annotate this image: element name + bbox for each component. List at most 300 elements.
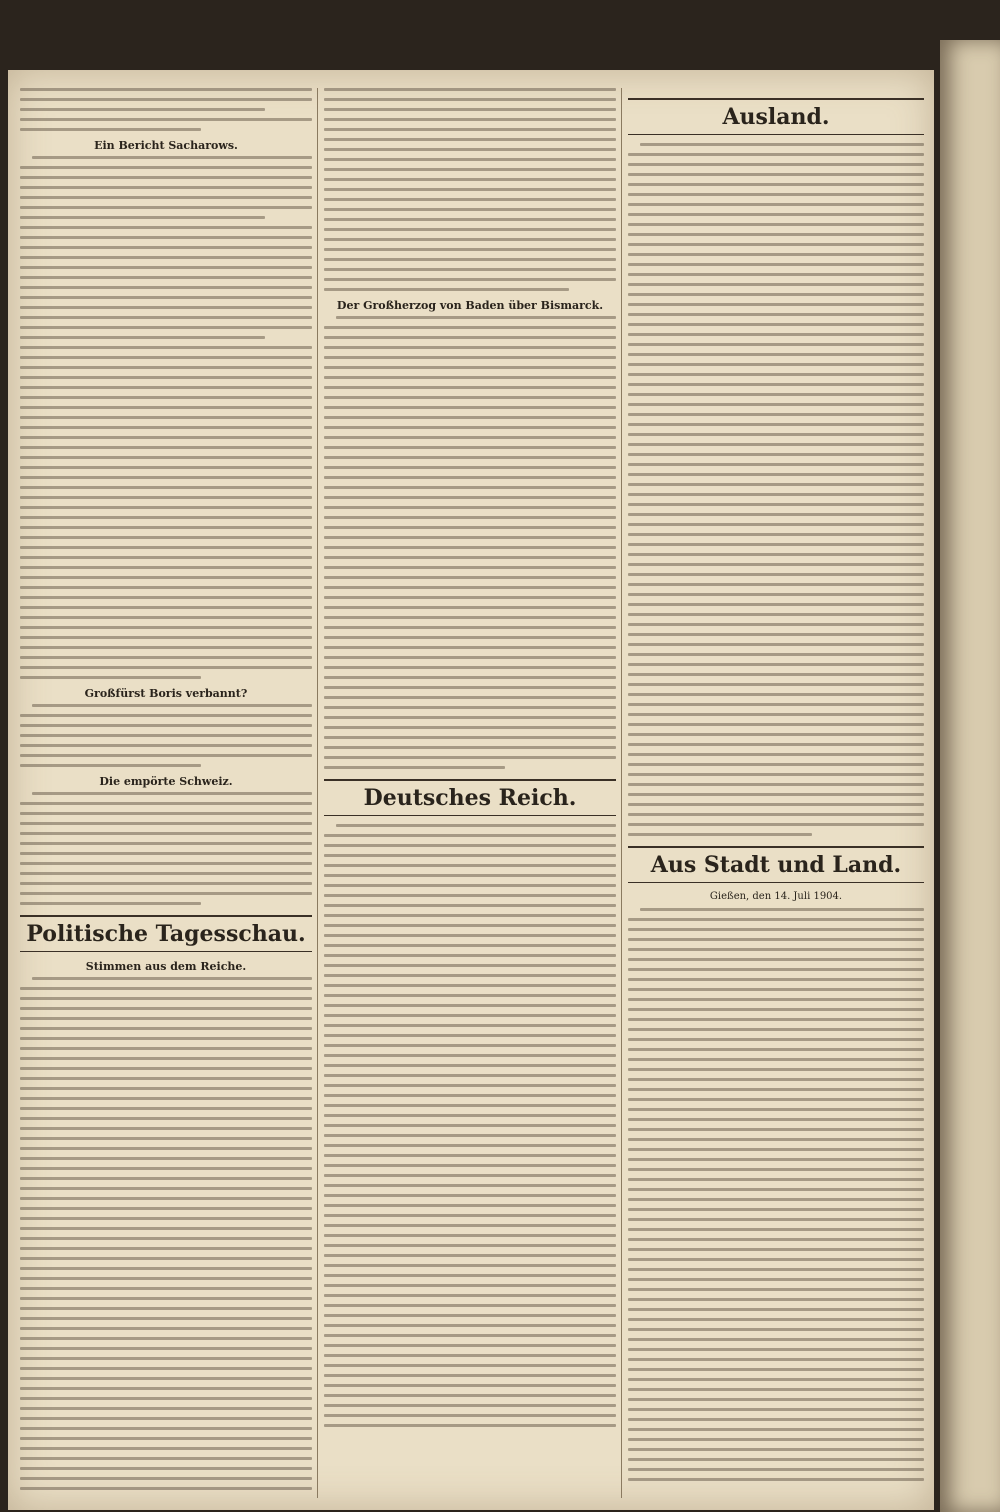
text-line — [20, 724, 312, 727]
text-block — [324, 88, 616, 291]
text-line — [20, 576, 312, 579]
text-line — [628, 978, 924, 981]
text-line — [324, 536, 616, 539]
text-line — [324, 486, 616, 489]
text-line — [628, 423, 924, 426]
text-block — [20, 977, 312, 1490]
text-line — [628, 493, 924, 496]
text-line — [628, 523, 924, 526]
text-line — [20, 636, 312, 639]
text-line — [336, 824, 616, 827]
text-line — [324, 656, 616, 659]
text-line — [20, 1317, 312, 1320]
text-line — [324, 1234, 616, 1237]
article-heading: Der Großherzog von Baden über Bismarck. — [336, 299, 604, 312]
text-line — [628, 1408, 924, 1411]
text-line — [324, 516, 616, 519]
text-line — [628, 1258, 924, 1261]
text-line — [628, 743, 924, 746]
text-line — [20, 882, 312, 885]
text-line — [20, 596, 312, 599]
text-line — [20, 646, 312, 649]
text-line — [324, 676, 616, 679]
text-line — [20, 1017, 312, 1020]
text-line — [324, 268, 616, 271]
text-line — [20, 1207, 312, 1210]
text-line — [20, 1427, 312, 1430]
text-block — [20, 88, 312, 131]
text-line — [324, 1184, 616, 1187]
text-line — [32, 156, 312, 159]
text-line — [324, 686, 616, 689]
text-line — [20, 166, 312, 169]
text-line — [628, 393, 924, 396]
text-line — [20, 1097, 312, 1100]
text-line — [324, 546, 616, 549]
text-line — [628, 223, 924, 226]
text-line — [324, 158, 616, 161]
text-line — [20, 396, 312, 399]
text-line — [628, 253, 924, 256]
text-line — [20, 1077, 312, 1080]
text-line — [628, 433, 924, 436]
text-line — [20, 1347, 312, 1350]
text-line — [628, 1018, 924, 1021]
text-line — [324, 386, 616, 389]
text-line — [20, 496, 312, 499]
text-line — [628, 603, 924, 606]
text-line — [20, 1117, 312, 1120]
text-line — [628, 703, 924, 706]
text-line — [324, 1324, 616, 1327]
text-line — [324, 128, 616, 131]
text-line — [20, 1057, 312, 1060]
text-line — [628, 1398, 924, 1401]
text-line — [628, 243, 924, 246]
text-line — [628, 283, 924, 286]
text-line — [324, 258, 616, 261]
text-line — [20, 1337, 312, 1340]
text-line — [324, 406, 616, 409]
text-line — [20, 616, 312, 619]
text-line — [20, 526, 312, 529]
text-line — [324, 168, 616, 171]
text-line — [324, 626, 616, 629]
text-line — [628, 593, 924, 596]
text-line — [628, 1068, 924, 1071]
text-line — [324, 1274, 616, 1277]
text-line — [32, 977, 312, 980]
text-line — [20, 586, 312, 589]
text-line — [628, 513, 924, 516]
text-line — [628, 1198, 924, 1201]
text-line — [628, 693, 924, 696]
text-line — [324, 1144, 616, 1147]
text-line — [324, 98, 616, 101]
text-line — [628, 543, 924, 546]
text-line — [20, 386, 312, 389]
text-line — [628, 203, 924, 206]
text-line — [324, 1024, 616, 1027]
text-line — [20, 1387, 312, 1390]
text-line — [324, 1264, 616, 1267]
text-line — [628, 673, 924, 676]
text-line — [324, 1074, 616, 1077]
article-heading: Ein Bericht Sacharows. — [94, 139, 238, 152]
text-line — [20, 997, 312, 1000]
text-line — [628, 1378, 924, 1381]
text-line — [628, 663, 924, 666]
text-line — [628, 1388, 924, 1391]
text-line — [324, 1404, 616, 1407]
text-line — [628, 1118, 924, 1121]
text-line — [20, 1237, 312, 1240]
text-line — [20, 436, 312, 439]
text-line — [20, 1467, 312, 1470]
text-line — [20, 754, 312, 757]
text-line — [20, 1147, 312, 1150]
text-line — [628, 173, 924, 176]
text-line — [20, 1417, 312, 1420]
text-line — [628, 1188, 924, 1191]
text-line — [32, 792, 312, 795]
text-line — [324, 566, 616, 569]
text-line — [324, 606, 616, 609]
text-line — [628, 563, 924, 566]
text-line — [324, 376, 616, 379]
text-line — [628, 1128, 924, 1131]
text-line — [20, 1027, 312, 1030]
text-line — [628, 473, 924, 476]
text-line — [20, 1067, 312, 1070]
text-line — [20, 108, 265, 111]
text-line — [324, 904, 616, 907]
text-line — [628, 333, 924, 336]
text-line — [20, 1167, 312, 1170]
text-line — [628, 463, 924, 466]
text-line — [324, 576, 616, 579]
text-line — [324, 118, 616, 121]
text-line — [628, 383, 924, 386]
text-line — [20, 1407, 312, 1410]
text-line — [324, 1244, 616, 1247]
column-right — [628, 88, 924, 1498]
text-line — [20, 286, 312, 289]
text-line — [324, 1214, 616, 1217]
text-line — [628, 193, 924, 196]
text-line — [324, 148, 616, 151]
text-line — [20, 822, 312, 825]
text-line — [20, 1457, 312, 1460]
text-line — [628, 1448, 924, 1451]
text-line — [628, 1108, 924, 1111]
text-line — [324, 446, 616, 449]
text-line — [324, 1354, 616, 1357]
text-line — [20, 1177, 312, 1180]
text-line — [324, 746, 616, 749]
text-line — [324, 1254, 616, 1257]
text-block — [20, 704, 312, 767]
text-line — [324, 1164, 616, 1167]
text-line — [20, 296, 312, 299]
text-line — [20, 802, 312, 805]
text-line — [20, 246, 312, 249]
text-line — [628, 293, 924, 296]
text-line — [324, 844, 616, 847]
text-line — [20, 306, 312, 309]
text-line — [628, 1308, 924, 1311]
text-line — [20, 1307, 312, 1310]
text-line — [20, 1327, 312, 1330]
text-line — [20, 1447, 312, 1450]
text-line — [628, 413, 924, 416]
text-line — [20, 486, 312, 489]
text-line — [628, 958, 924, 961]
text-line — [628, 343, 924, 346]
text-line — [20, 226, 312, 229]
text-line — [324, 1084, 616, 1087]
text-line — [324, 596, 616, 599]
text-line — [20, 1157, 312, 1160]
text-line — [324, 984, 616, 987]
text-line — [20, 566, 312, 569]
text-line — [20, 426, 312, 429]
text-line — [20, 98, 312, 101]
text-line — [20, 1047, 312, 1050]
text-line — [628, 183, 924, 186]
text-line — [20, 734, 312, 737]
column-rule — [621, 88, 622, 1498]
text-line — [20, 1477, 312, 1480]
text-line — [628, 643, 924, 646]
text-line — [20, 1287, 312, 1290]
text-line — [628, 1168, 924, 1171]
text-line — [628, 813, 924, 816]
text-line — [20, 536, 312, 539]
text-line — [324, 1224, 616, 1227]
text-line — [324, 586, 616, 589]
text-line — [628, 353, 924, 356]
text-line — [628, 1148, 924, 1151]
text-line — [20, 466, 312, 469]
text-line — [324, 556, 616, 559]
text-line — [324, 1124, 616, 1127]
text-line — [628, 783, 924, 786]
text-line — [20, 506, 312, 509]
text-line — [324, 336, 616, 339]
text-line — [628, 1438, 924, 1441]
text-line — [324, 1294, 616, 1297]
text-line — [20, 256, 312, 259]
text-line — [324, 108, 616, 111]
text-line — [20, 1377, 312, 1380]
text-line — [324, 1284, 616, 1287]
text-line — [628, 443, 924, 446]
text-line — [324, 326, 616, 329]
text-line — [324, 228, 616, 231]
text-line — [628, 1138, 924, 1141]
text-line — [324, 138, 616, 141]
text-line — [20, 892, 312, 895]
text-line — [20, 606, 312, 609]
text-line — [324, 1014, 616, 1017]
text-line — [20, 744, 312, 747]
text-line — [628, 1218, 924, 1221]
text-line — [324, 1414, 616, 1417]
section-heading: Ausland. — [628, 98, 924, 135]
text-block — [628, 908, 924, 1481]
text-line — [20, 546, 312, 549]
text-line — [324, 616, 616, 619]
text-line — [324, 466, 616, 469]
text-line — [324, 396, 616, 399]
text-line — [20, 516, 312, 519]
text-line — [628, 1298, 924, 1301]
text-line — [628, 373, 924, 376]
text-line — [20, 176, 312, 179]
text-line — [20, 812, 312, 815]
text-line — [628, 1418, 924, 1421]
text-line — [336, 316, 616, 319]
text-line — [20, 1367, 312, 1370]
text-line — [20, 556, 312, 559]
text-line — [628, 683, 924, 686]
text-line — [628, 1228, 924, 1231]
text-line — [628, 533, 924, 536]
text-line — [20, 1397, 312, 1400]
text-line — [324, 1104, 616, 1107]
text-line — [20, 1297, 312, 1300]
text-line — [20, 1247, 312, 1250]
text-line — [324, 476, 616, 479]
text-line — [324, 726, 616, 729]
text-line — [628, 573, 924, 576]
text-line — [20, 842, 312, 845]
text-line — [20, 346, 312, 349]
text-block — [324, 316, 616, 769]
text-line — [20, 1197, 312, 1200]
text-line — [324, 974, 616, 977]
article-heading: Die empörte Schweiz. — [99, 775, 233, 788]
text-line — [20, 862, 312, 865]
text-line — [324, 646, 616, 649]
text-line — [20, 118, 312, 121]
text-line — [628, 403, 924, 406]
text-line — [324, 1304, 616, 1307]
text-line — [324, 854, 616, 857]
text-line — [324, 496, 616, 499]
text-line — [628, 773, 924, 776]
text-line — [20, 1267, 312, 1270]
text-line — [628, 713, 924, 716]
text-line — [628, 1208, 924, 1211]
text-line — [628, 803, 924, 806]
text-line — [20, 376, 312, 379]
text-line — [20, 206, 312, 209]
text-line — [324, 1384, 616, 1387]
text-line — [628, 583, 924, 586]
text-line — [20, 356, 312, 359]
text-line — [20, 406, 312, 409]
text-line — [20, 1487, 312, 1490]
text-line — [32, 704, 312, 707]
text-line — [628, 1368, 924, 1371]
column-rule — [317, 88, 318, 1498]
text-line — [20, 666, 312, 669]
text-line — [628, 723, 924, 726]
text-line — [324, 1344, 616, 1347]
text-line — [324, 964, 616, 967]
text-line — [324, 426, 616, 429]
text-line — [628, 1318, 924, 1321]
text-line — [324, 456, 616, 459]
text-line — [628, 163, 924, 166]
text-line — [324, 436, 616, 439]
text-line — [324, 88, 616, 91]
text-line — [20, 336, 265, 339]
text-line — [20, 1087, 312, 1090]
text-line — [324, 994, 616, 997]
text-line — [324, 736, 616, 739]
text-line — [628, 938, 924, 941]
text-line — [628, 733, 924, 736]
text-line — [628, 1348, 924, 1351]
text-line — [628, 613, 924, 616]
text-line — [324, 188, 616, 191]
text-line — [324, 1034, 616, 1037]
text-line — [20, 266, 312, 269]
text-line — [324, 1114, 616, 1117]
text-line — [324, 766, 505, 769]
text-line — [20, 987, 312, 990]
text-line — [628, 653, 924, 656]
text-line — [628, 998, 924, 1001]
text-line — [640, 143, 924, 146]
text-line — [324, 238, 616, 241]
text-line — [324, 416, 616, 419]
text-line — [324, 1334, 616, 1337]
section-heading: Aus Stadt und Land. — [628, 846, 924, 883]
text-line — [324, 1064, 616, 1067]
text-line — [628, 1038, 924, 1041]
text-line — [324, 1314, 616, 1317]
text-block — [628, 143, 924, 836]
section-heading: Politische Tagesschau. — [20, 915, 312, 952]
text-line — [20, 1137, 312, 1140]
text-line — [324, 1424, 616, 1427]
text-line — [628, 1428, 924, 1431]
text-line — [628, 968, 924, 971]
text-line — [628, 363, 924, 366]
text-line — [20, 1437, 312, 1440]
text-line — [20, 1107, 312, 1110]
text-line — [324, 1204, 616, 1207]
text-line — [20, 128, 201, 131]
text-line — [324, 178, 616, 181]
text-line — [20, 1037, 312, 1040]
text-line — [628, 1078, 924, 1081]
text-line — [628, 633, 924, 636]
text-line — [20, 276, 312, 279]
text-line — [324, 864, 616, 867]
text-line — [628, 1358, 924, 1361]
section-subheading: Stimmen aus dem Reiche. — [85, 960, 247, 973]
text-line — [20, 676, 201, 679]
text-line — [628, 1158, 924, 1161]
article-heading: Großfürst Boris verbannt? — [84, 687, 248, 700]
text-line — [628, 623, 924, 626]
text-line — [628, 1028, 924, 1031]
